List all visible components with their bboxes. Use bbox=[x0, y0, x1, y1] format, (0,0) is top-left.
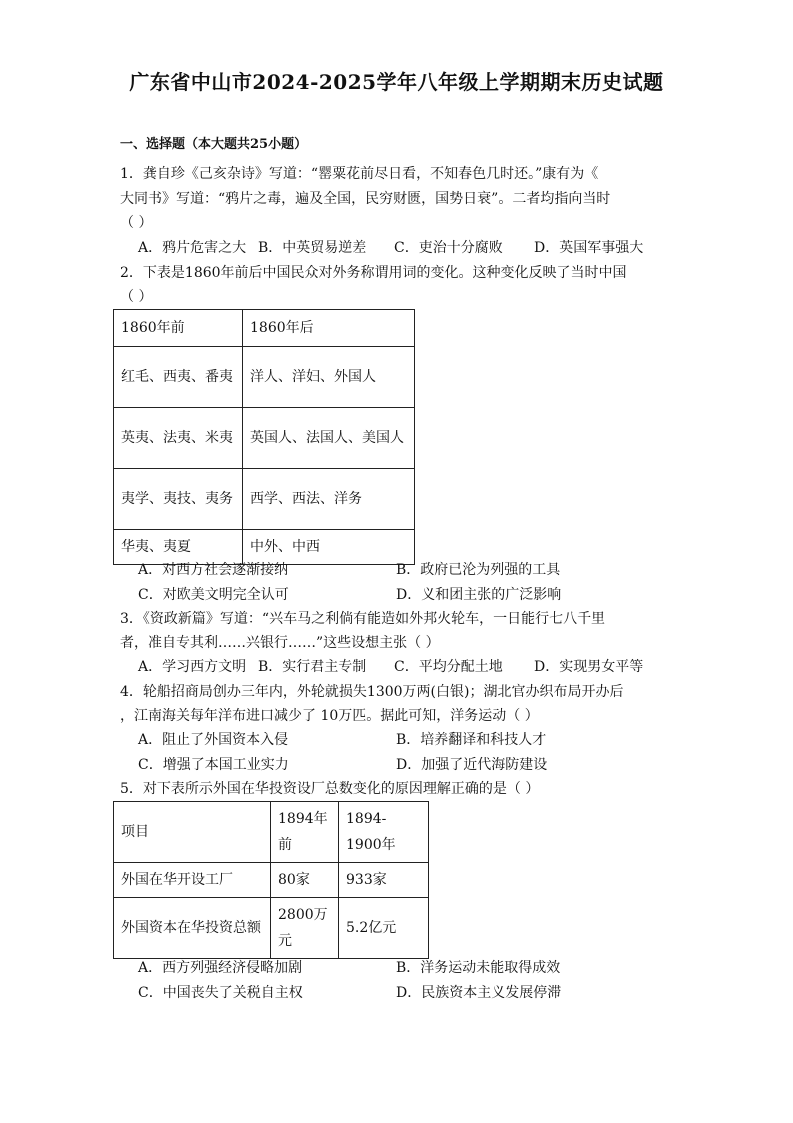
q4-stem-line1: 4．轮船招商局创办三年内，外轮就损失1300万两(白银)；湖北官办织布局开办后 bbox=[120, 684, 624, 700]
table-cell: 80家 bbox=[271, 863, 339, 898]
q3-option-c[interactable]: C．平均分配土地 bbox=[394, 659, 503, 675]
table-row bbox=[114, 469, 415, 530]
table-row bbox=[114, 802, 429, 863]
q3-option-d[interactable]: D．实现男女平等 bbox=[534, 659, 644, 675]
q5-option-d[interactable]: D．民族资本主义发展停滞 bbox=[396, 985, 562, 1001]
table-cell: 红毛、西夷、番夷 bbox=[114, 347, 243, 408]
q4-option-b[interactable]: B．培养翻译和科技人才 bbox=[396, 732, 547, 748]
table-cell: 洋人、洋妇、外国人 bbox=[243, 347, 415, 408]
q1-option-c[interactable]: C．吏治十分腐败 bbox=[394, 240, 503, 256]
table-cell: 1860年后 bbox=[243, 310, 415, 347]
q5-option-b[interactable]: B．洋务运动未能取得成效 bbox=[396, 960, 561, 976]
table-cell: 英国人、法国人、美国人 bbox=[243, 408, 415, 469]
q2-option-a[interactable]: A．对西方社会逐渐接纳 bbox=[138, 562, 289, 578]
table-row bbox=[114, 408, 415, 469]
exam-title: 广东省中山市2024-2025学年八年级上学期期末历史试题 bbox=[129, 70, 664, 94]
q5-option-a[interactable]: A．西方列强经济侵略加剧 bbox=[138, 960, 303, 976]
table-cell: 英夷、法夷、米夷 bbox=[114, 408, 243, 469]
table-cell: 1860年前 bbox=[114, 310, 243, 347]
section-heading: 一、选择题（本大题共25小题） bbox=[120, 137, 308, 152]
table-cell: 夷学、夷技、夷务 bbox=[114, 469, 243, 530]
q3-option-a[interactable]: A．学习西方文明 bbox=[138, 659, 247, 675]
table-cell: 西学、西法、洋务 bbox=[243, 469, 415, 530]
table-row bbox=[114, 863, 429, 898]
q5-stem-line1: 5．对下表所示外国在华投资设厂总数变化的原因理解正确的是（ ） bbox=[120, 781, 540, 797]
q2-option-d[interactable]: D．义和团主张的广泛影响 bbox=[396, 587, 562, 603]
q1-option-a[interactable]: A．鸦片危害之大 bbox=[138, 240, 247, 256]
q1-stem-line1: 1．龚自珍《己亥杂诗》写道：“罂粟花前尽日看，不知春色几时还。”康有为《 bbox=[120, 166, 599, 182]
q1-option-d[interactable]: D．英国军事强大 bbox=[534, 240, 644, 256]
q2-option-c[interactable]: C．对欧美文明完全认可 bbox=[138, 587, 289, 603]
table-cell: 1894年前 bbox=[271, 802, 339, 863]
q1-option-b[interactable]: B．中英贸易逆差 bbox=[258, 240, 367, 256]
table-row bbox=[114, 347, 415, 408]
q2-table bbox=[113, 309, 415, 565]
table-cell: 外国资本在华投资总额 bbox=[114, 898, 271, 959]
q5-table bbox=[113, 801, 429, 959]
table-cell: 中外、中西 bbox=[243, 530, 415, 565]
table-cell: 项目 bbox=[114, 802, 271, 863]
q4-option-d[interactable]: D．加强了近代海防建设 bbox=[396, 757, 548, 773]
q3-stem-line1: 3．《资政新篇》写道：“兴车马之利倘有能造如外邦火轮车，一日能行七八千里 bbox=[120, 611, 606, 627]
q5-option-c[interactable]: C．中国丧失了关税自主权 bbox=[138, 985, 303, 1001]
q1-answer-paren: （ ） bbox=[120, 215, 153, 231]
q3-stem-line2: 者，准自专其利……兴银行……”这些设想主张（ ） bbox=[120, 635, 440, 651]
q4-stem-line2: ，江南海关每年洋布进口减少了 10万匹。据此可知，洋务运动（ ） bbox=[120, 708, 539, 724]
q2-stem-line1: 2．下表是1860年前后中国民众对外务称谓用词的变化。这种变化反映了当时中国 bbox=[120, 265, 627, 281]
table-cell: 5.2亿元 bbox=[339, 898, 429, 959]
q1-stem-line2: 大同书》写道：“鸦片之毒，遍及全国，民穷财匮，国势日衰”。二者均指向当时 bbox=[120, 191, 611, 207]
table-cell: 华夷、夷夏 bbox=[114, 530, 243, 565]
q2-answer-paren: （ ） bbox=[120, 289, 153, 305]
table-row bbox=[114, 310, 415, 347]
q4-option-a[interactable]: A．阻止了外国资本入侵 bbox=[138, 732, 289, 748]
table-cell: 2800万元 bbox=[271, 898, 339, 959]
table-cell: 1894-1900年 bbox=[339, 802, 429, 863]
q3-option-b[interactable]: B．实行君主专制 bbox=[258, 659, 367, 675]
table-cell: 外国在华开设工厂 bbox=[114, 863, 271, 898]
table-cell: 933家 bbox=[339, 863, 429, 898]
table-row bbox=[114, 898, 429, 959]
q2-option-b[interactable]: B．政府已沦为列强的工具 bbox=[396, 562, 561, 578]
q4-option-c[interactable]: C．增强了本国工业实力 bbox=[138, 757, 289, 773]
